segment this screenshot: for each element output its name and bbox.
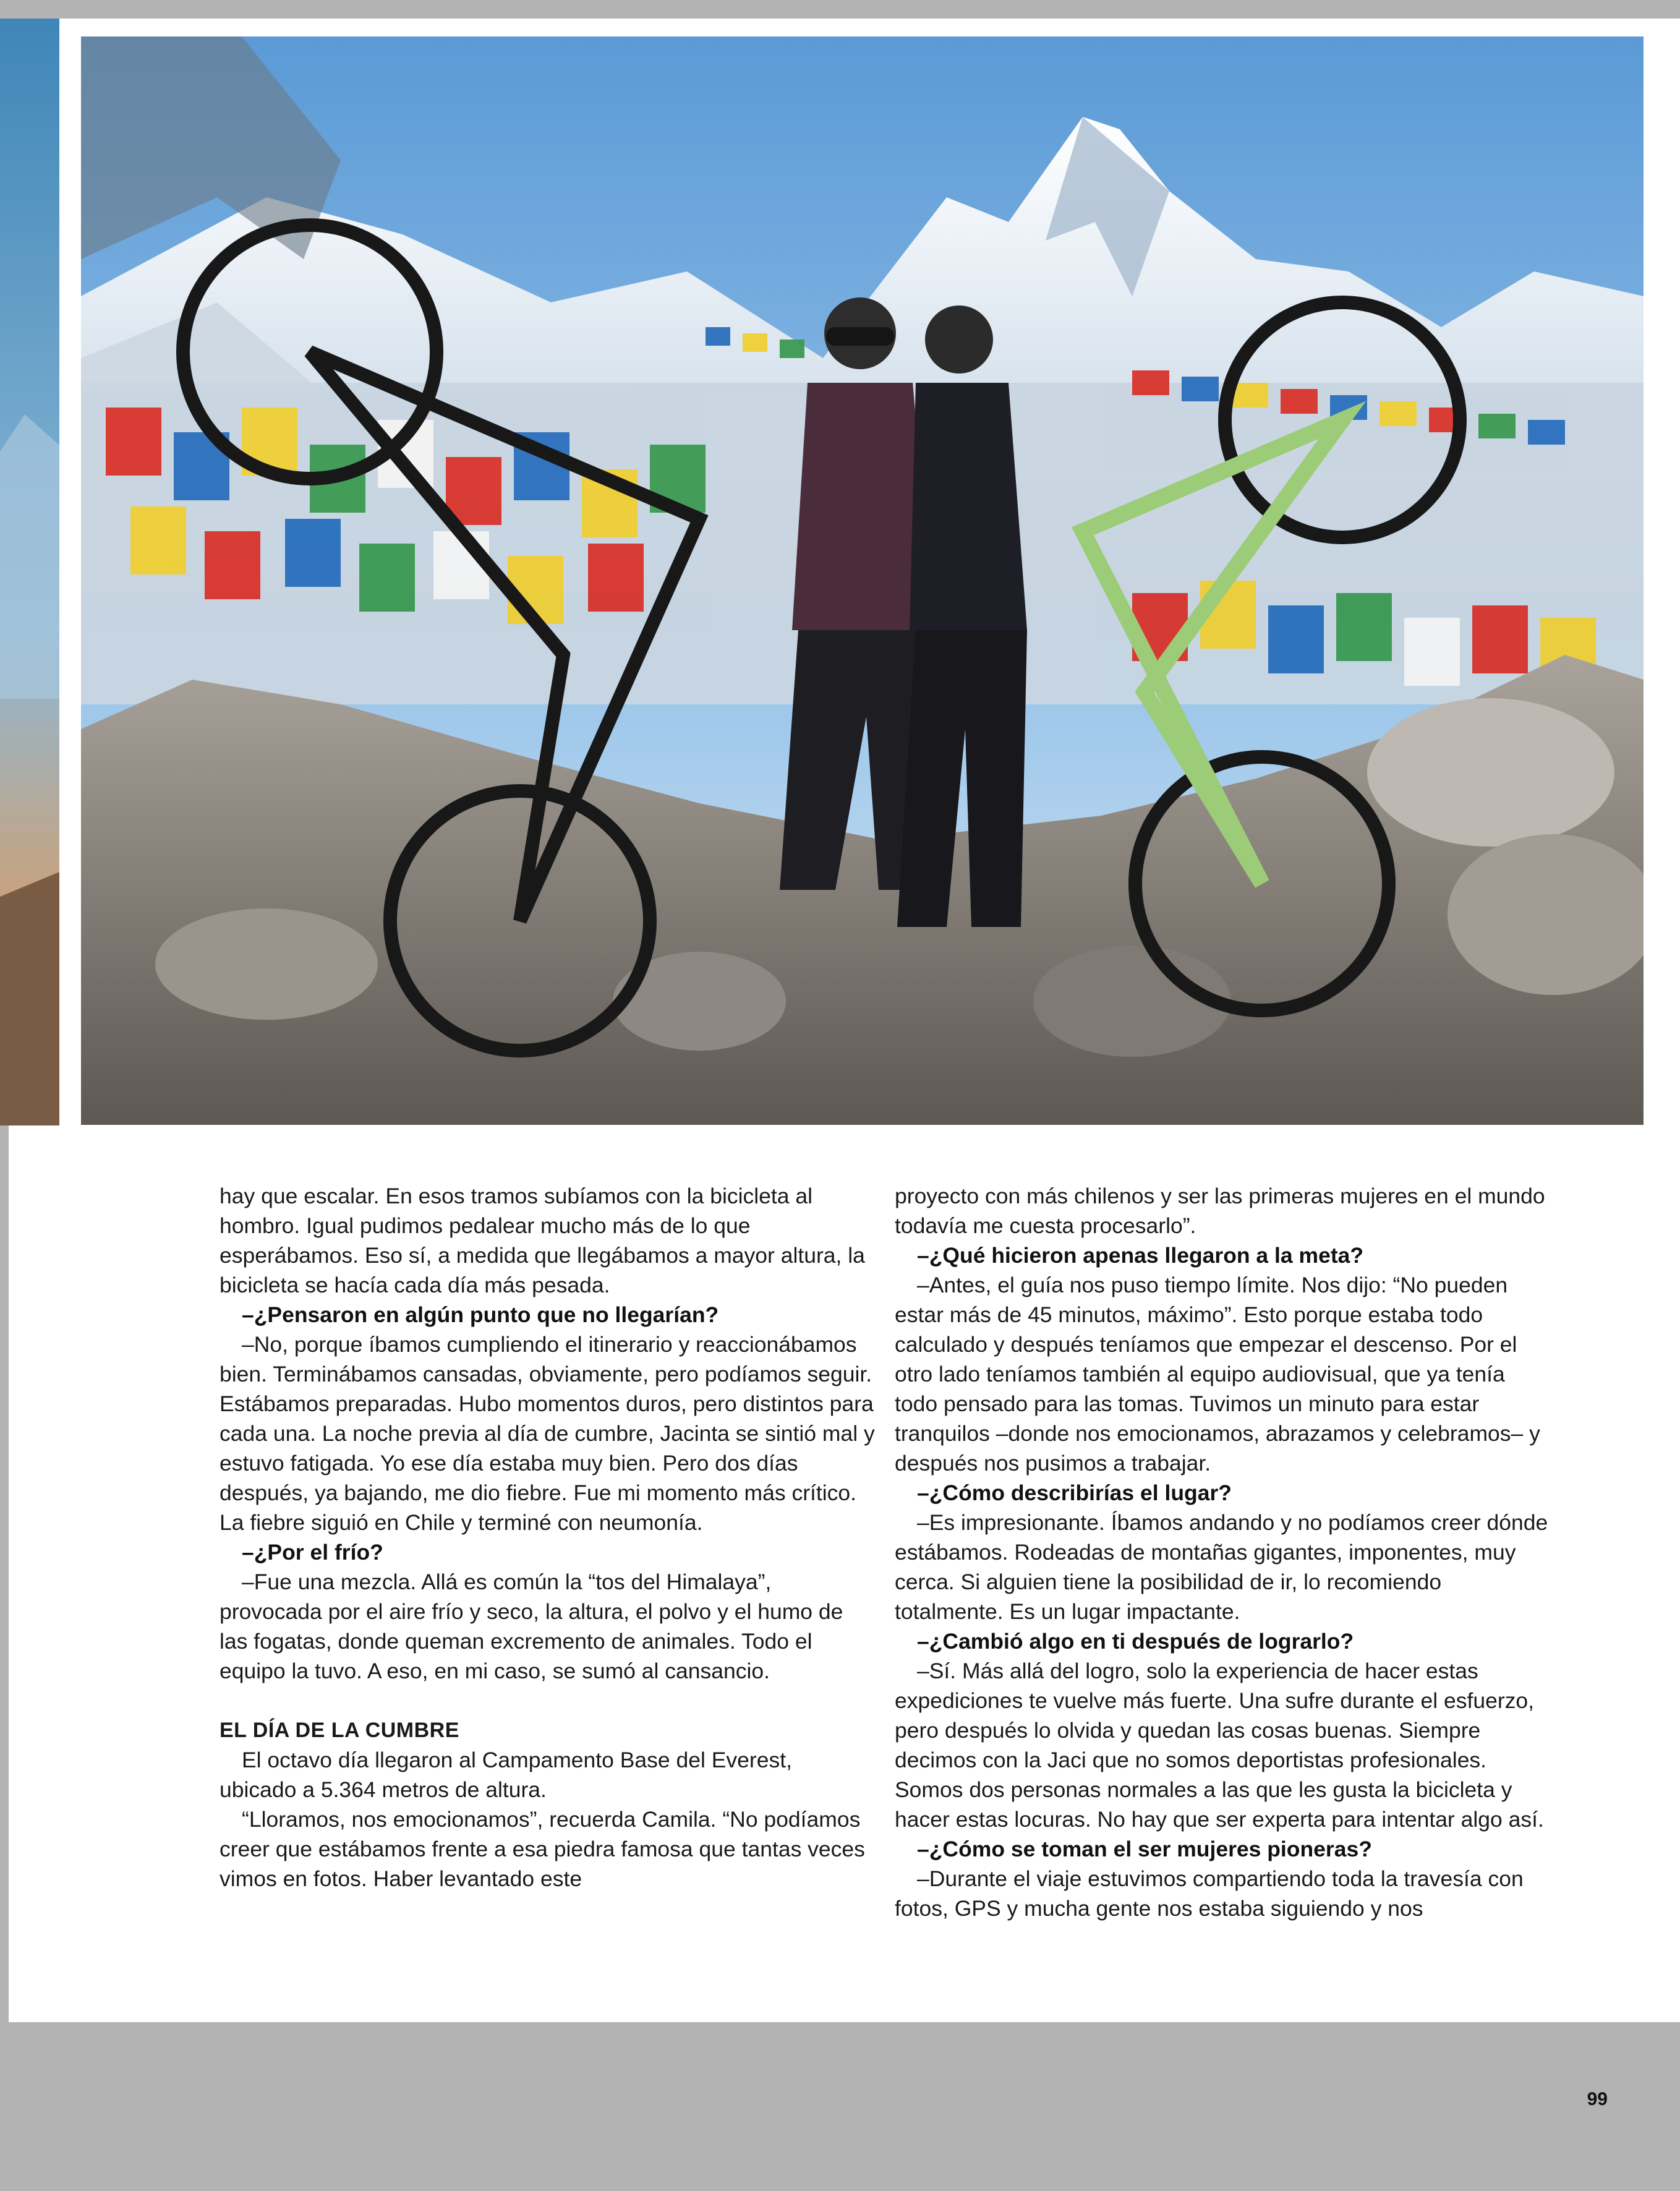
interview-question: –¿Cómo se toman el ser mujeres pioneras? [917, 1837, 1372, 1861]
section-heading: EL DÍA DE LA CUMBRE [220, 1719, 459, 1742]
article-column-left [220, 1181, 875, 1894]
paragraph: hay que escalar. En esos tramos subíamos con la bicicleta al hombro. Igual pudimos pedalear mucho más de lo que esperábamos. Eso sí, a medida que llegábamos a mayor altura, la bicicleta se hacía cada día más pesada. [220, 1184, 865, 1297]
interview-answer: –Antes, el guía nos puso tiempo límite. Nos dijo: “No pueden estar más de 45 minutos, máximo”. Esto porque estaba todo calculado y después teníamos que empezar el descenso. Por el otro lado teníamos también al equipo audiovisual, que ya tenía todo pensado para las tomas. Tuvimos un minuto para estar tranquilos –donde nos emocionamos, abrazamos y celebramos– y después nos pusimos a trabajar. [895, 1273, 1540, 1476]
interview-question: –¿Cambió algo en ti después de lograrlo? [917, 1629, 1354, 1654]
interview-question: –¿Por el frío? [242, 1540, 383, 1565]
article-column-right [895, 1181, 1550, 1923]
interview-answer: –Es impresionante. Íbamos andando y no podíamos creer dónde estábamos. Rodeadas de montañas gigantes, imponentes, muy cerca. Si alguien tiene la posibilidad de ir, lo recomiendo totalmente. Es un lugar impactante. [895, 1510, 1548, 1624]
paragraph: “Lloramos, nos emocionamos”, recuerda Camila. “No podíamos creer que estábamos frente a esa piedra famosa que tantas veces vimos en fotos. Haber levantado este [220, 1807, 865, 1891]
paragraph: proyecto con más chilenos y ser las primeras mujeres en el mundo todavía me cuesta procesarlo”. [895, 1184, 1545, 1238]
page-number: 99 [1587, 2089, 1608, 2109]
hero-photo-everest-base-camp [81, 36, 1644, 1125]
interview-answer: –No, porque íbamos cumpliendo el itinerario y reaccionábamos bien. Terminábamos cansadas, obviamente, pero podíamos seguir. Estábamos preparadas. Hubo momentos duros, pero distintos para cada una. La noche previa al día de cumbre, Jacinta se sintió mal y estuvo fatigada. Yo ese día estaba muy bien. Pero dos días después, ya bajando, me dio fiebre. Fue mi momento más crítico. La fiebre siguió en Chile y terminé con neumonía. [220, 1332, 875, 1535]
interview-question: –¿Qué hicieron apenas llegaron a la meta? [917, 1243, 1364, 1268]
interview-question: –¿Pensaron en algún punto que no llegarían? [242, 1302, 719, 1327]
interview-answer: –Fue una mezcla. Allá es común la “tos del Himalaya”, provocada por el aire frío y seco, la altura, el polvo y el humo de las fogatas, donde queman excremento de animales. Todo el equipo la tuvo. A eso, en mi caso, se sumó al cansancio. [220, 1570, 843, 1683]
paragraph: El octavo día llegaron al Campamento Base del Everest, ubicado a 5.364 metros de altura. [220, 1748, 792, 1802]
interview-answer: –Durante el viaje estuvimos compartiendo toda la travesía con fotos, GPS y mucha gente nos estaba siguiendo y nos [895, 1866, 1524, 1921]
interview-question: –¿Cómo describirías el lugar? [917, 1480, 1232, 1505]
adjacent-photo-strip [0, 19, 59, 1125]
interview-answer: –Sí. Más allá del logro, solo la experiencia de hacer estas expediciones te vuelve más fuerte. Una sufre durante el esfuerzo, pero después lo olvida y quedan las cosas buenas. Siempre decimos con la Jaci que no somos deportistas profesionales. Somos dos personas normales a las que les gusta la bicicleta y hacer estas locuras. No hay que ser experta para intentar algo así. [895, 1659, 1544, 1832]
